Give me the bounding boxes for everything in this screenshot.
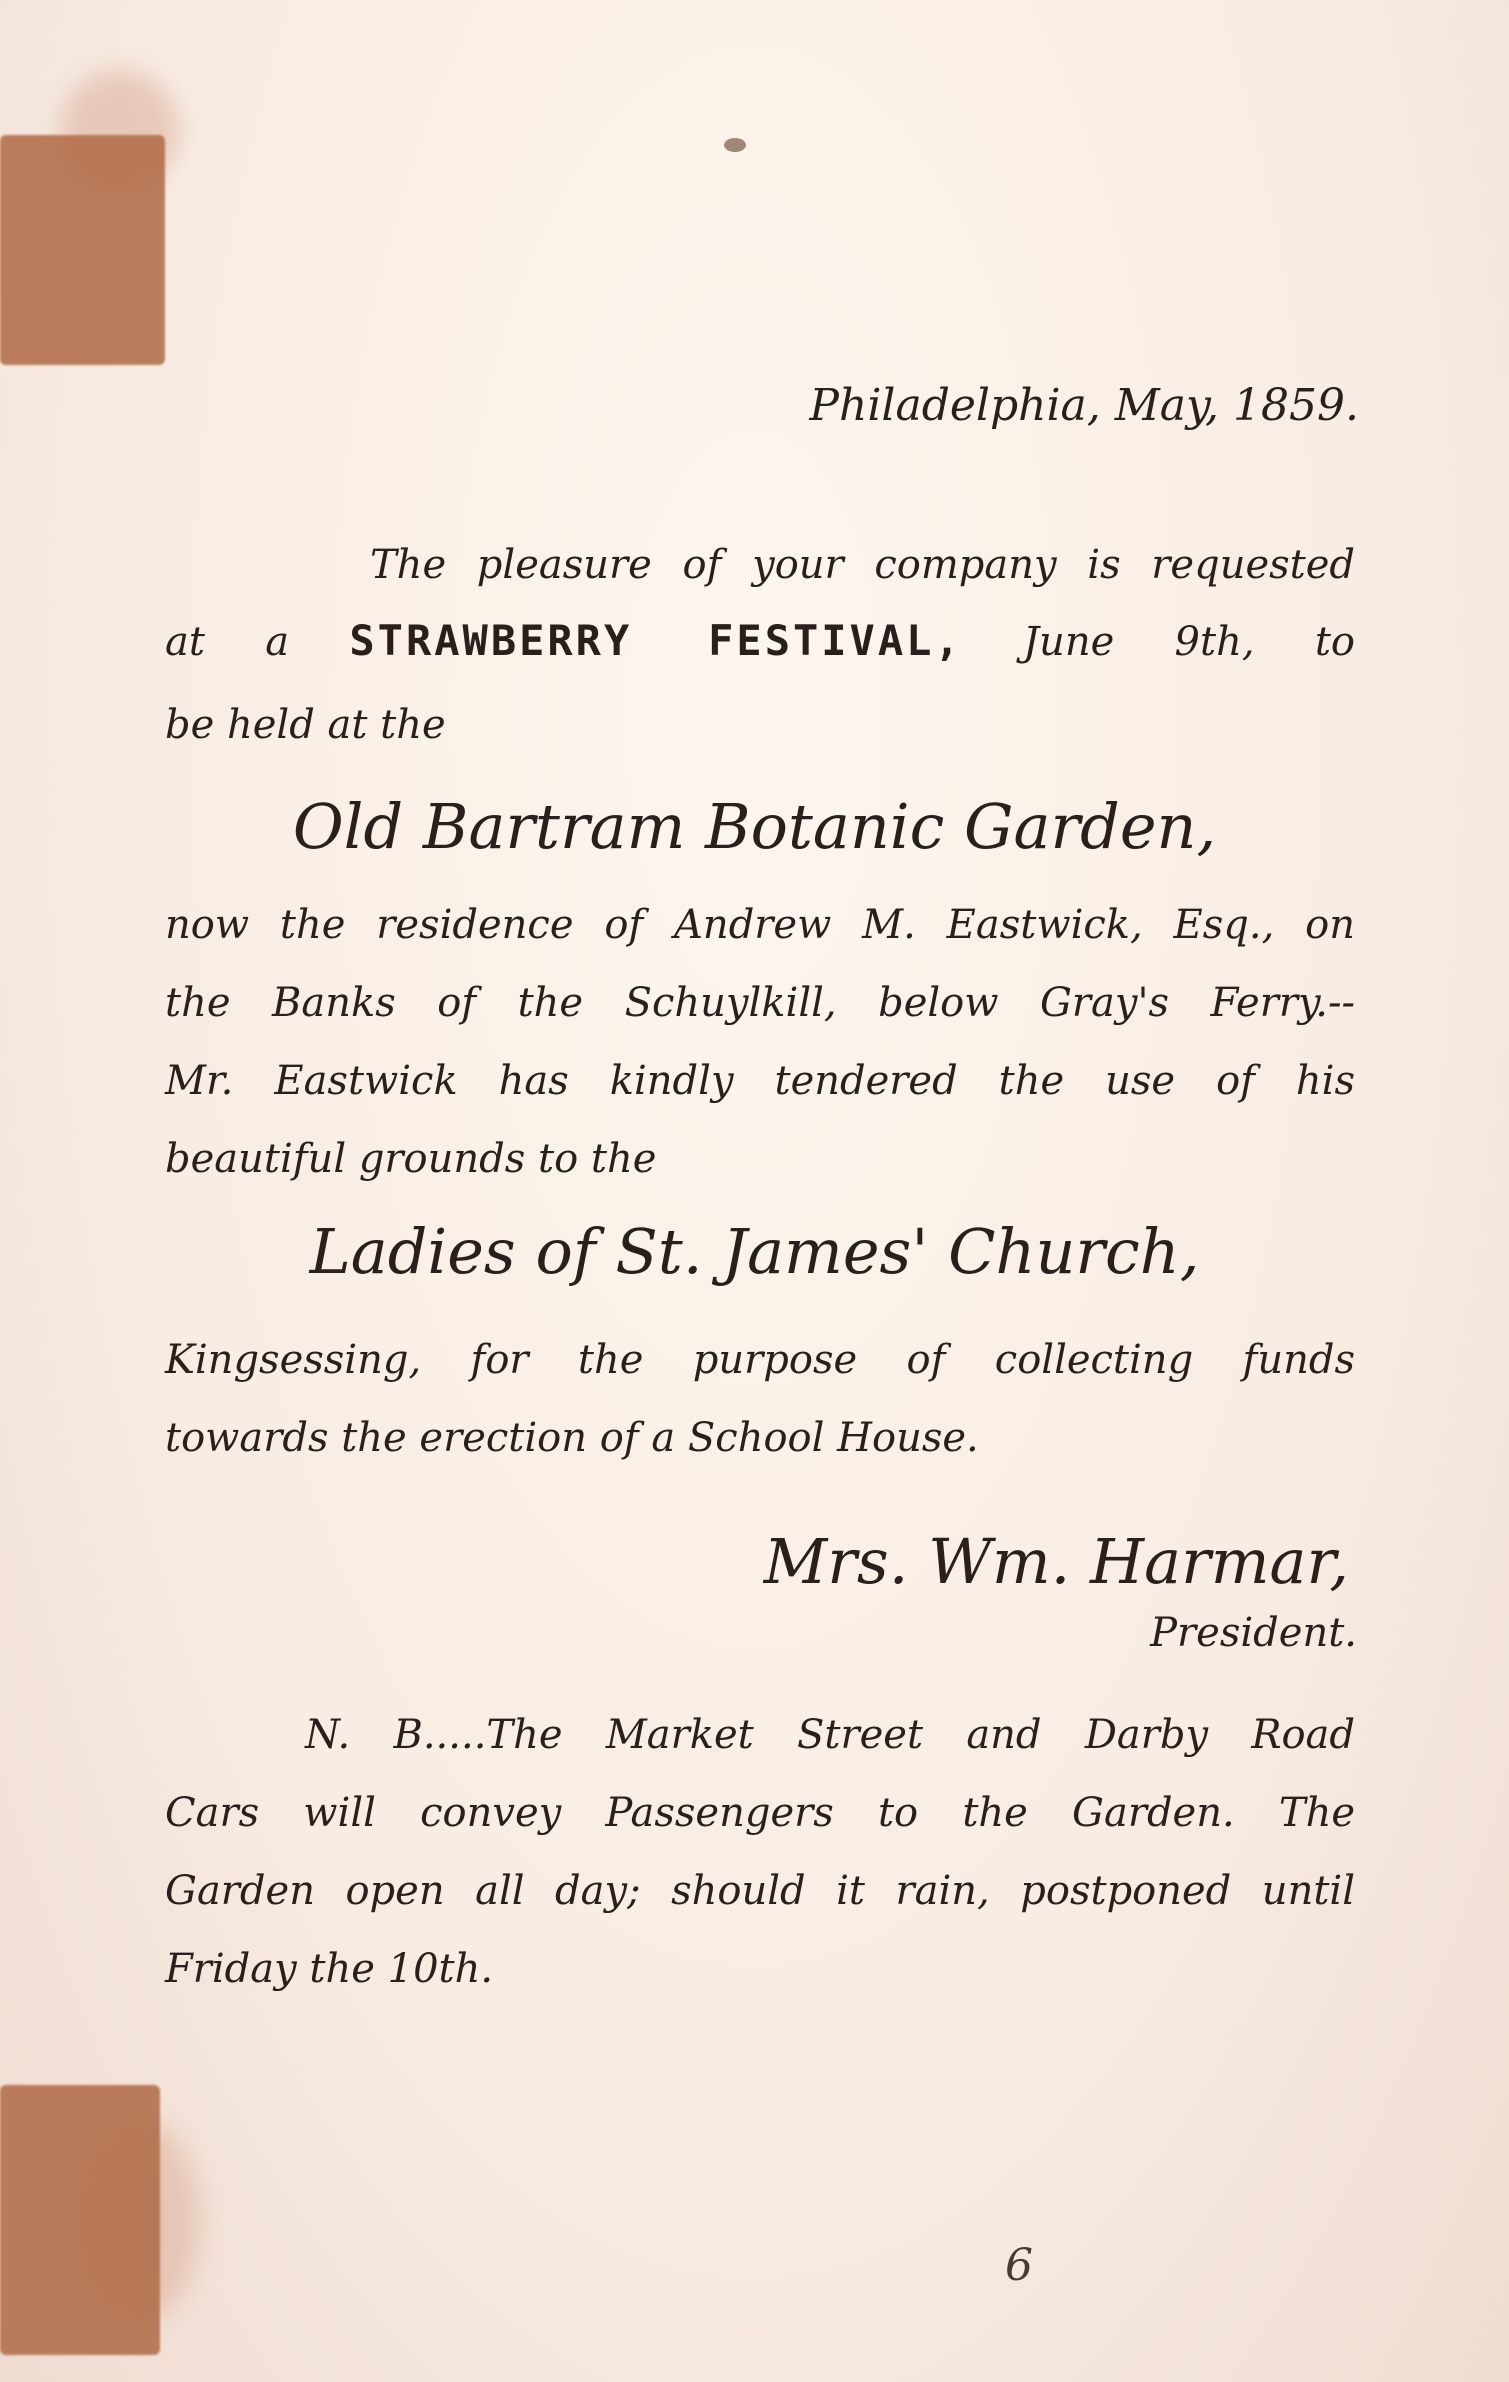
stain-bottom — [0, 2085, 160, 2355]
intro-line-2 — [165, 616, 1356, 665]
date-line: Philadelphia, May, 1859. — [809, 380, 1359, 431]
purpose-line-2: towards the erection of a School House. — [165, 1415, 979, 1461]
note-line-2: Cars will convey Passengers to the Garden. The — [165, 1790, 1355, 1836]
note-line-3: Garden open all day; should it rain, postponed until — [165, 1868, 1355, 1914]
note-line-1: N. B.....The Market Street and Darby Road — [305, 1712, 1355, 1758]
hosts-heading: Ladies of St. James' Church, — [309, 1215, 1200, 1288]
stain-top — [0, 135, 165, 365]
residence-line-3: Mr. Eastwick has kindly tendered the use of his — [165, 1058, 1355, 1104]
purpose-line-1: Kingsessing, for the purpose of collecting funds — [165, 1337, 1355, 1383]
pin-mark — [724, 138, 746, 152]
residence-line-2: the Banks of the Schuylkill, below Gray's Ferry.-- — [165, 980, 1355, 1026]
intro-line-1: The pleasure of your company is requested — [370, 542, 1355, 588]
intro-line-3: be held at the — [165, 702, 446, 748]
signature-title: President. — [1150, 1610, 1357, 1656]
intro-line-2-prefix: at a — [165, 619, 290, 665]
event-name: STRAWBERRY FESTIVAL, — [349, 616, 963, 665]
residence-line-4: beautiful grounds to the — [165, 1136, 657, 1182]
intro-line-2-suffix: June 9th, to — [1023, 619, 1356, 665]
residence-line-1: now the residence of Andrew M. Eastwick, Esq., on — [165, 902, 1355, 948]
venue-heading: Old Bartram Botanic Garden, — [292, 790, 1217, 863]
signature-name: Mrs. Wm. Harmar, — [763, 1525, 1349, 1598]
note-line-4: Friday the 10th. — [165, 1946, 494, 1992]
page-mark: 6 — [1005, 2240, 1033, 2291]
